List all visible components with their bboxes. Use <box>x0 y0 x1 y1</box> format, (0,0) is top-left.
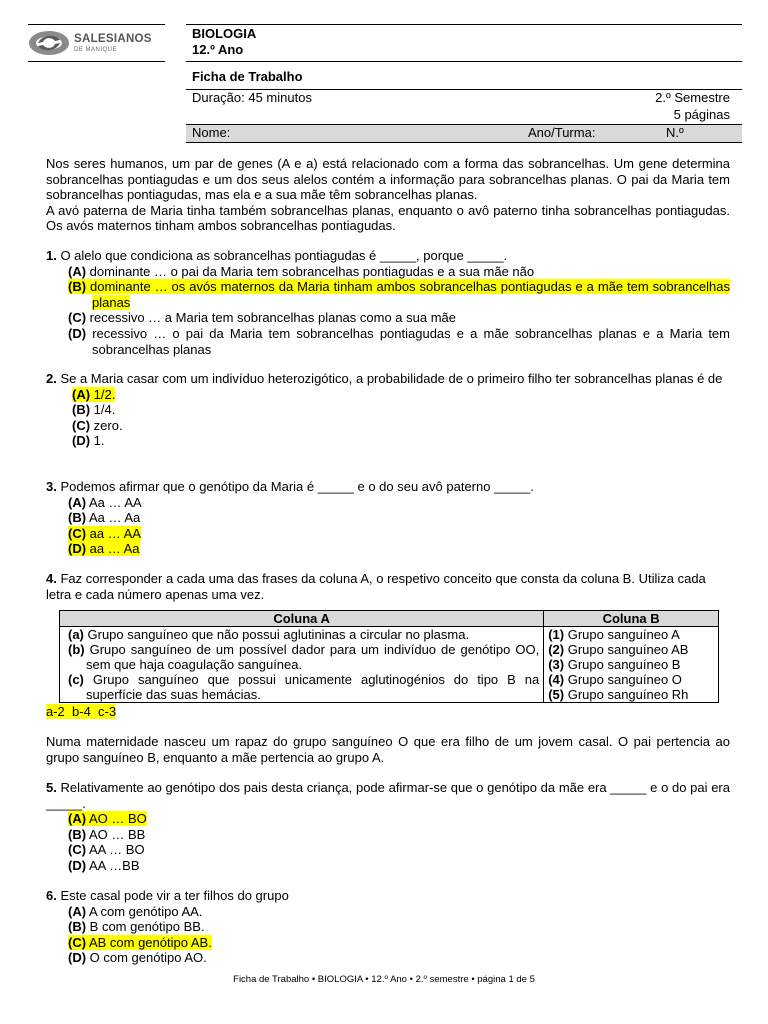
option-d[interactable]: (D) recessivo … o pai da Maria tem sobrancelhas pontiagudas e a mãe sobrancelhas planas e a Maria tem sobrancelhas planas <box>68 325 730 357</box>
question-number: 4. <box>46 571 57 586</box>
option-c[interactable]: (C) AB com genótipo AB. <box>68 934 212 950</box>
semester-text: 2.º Semestre <box>655 90 730 105</box>
option-a[interactable]: (A) AO … BO <box>68 811 147 827</box>
option-a[interactable]: (A) 1/2. <box>72 386 116 402</box>
name-label: Nome: <box>192 125 231 140</box>
sheet-title: Ficha de Trabalho <box>192 69 303 84</box>
duration-text: Duração: 45 minutos <box>192 90 312 105</box>
column-a-item: (c) Grupo sanguíneo que possui unicamente aglutinogénios do tipo B na superfície das suas hemácias. <box>68 672 540 702</box>
option-c[interactable]: (C) zero. <box>72 417 123 433</box>
question-text: Relativamente ao genótipo dos pais desta criança, pode afirmar-se que o genótipo da mãe era _____ e o do pai era _____. <box>46 780 730 811</box>
option-c[interactable]: (C) recessivo … a Maria tem sobrancelhas planas como a sua mãe <box>68 310 456 326</box>
intro-p2: A avó paterna de Maria tinha também sobrancelhas planas, enquanto o avô paterno tinha sobrancelhas pontiagudas. Os avós maternos tinham ambos sobrancelhas pontiagudas. <box>46 202 730 234</box>
column-b-header: Coluna B <box>544 611 719 627</box>
question-text: Este casal pode vir a ter filhos do grupo <box>56 888 289 903</box>
matching-table <box>59 610 719 703</box>
question-1 <box>46 248 730 357</box>
salesianos-logo-icon <box>28 28 70 58</box>
question-2 <box>46 371 730 449</box>
column-a-header: Coluna A <box>60 611 544 627</box>
matching-answer: a-2 b-4 c-3 <box>46 704 117 719</box>
question-number: 3. <box>46 479 57 494</box>
question-number: 5. <box>46 780 57 795</box>
option-c[interactable]: (C) aa … AA <box>68 525 141 541</box>
class-label: Ano/Turma: <box>528 125 596 140</box>
question-text: Faz corresponder a cada uma das frases da coluna A, o respetivo conceito que consta da coluna B. Utiliza cada letra e cada número apenas uma vez. <box>46 571 706 602</box>
option-d[interactable]: (D) 1. <box>72 433 105 449</box>
question-3 <box>46 479 730 557</box>
header-mid-rule <box>186 61 742 62</box>
question-4 <box>46 571 730 602</box>
question-text: O alelo que condiciona as sobrancelhas pontiagudas é _____, porque _____. <box>56 248 508 263</box>
duration-row <box>186 89 742 124</box>
column-b-item: (3) Grupo sanguíneo B <box>548 657 681 672</box>
school-logo <box>28 28 163 60</box>
logo-top-rule <box>28 24 165 25</box>
option-b[interactable]: (B) dominante … os avós maternos da Maria tinham ambos sobrancelhas pontiagudas e a mãe tem sobrancelhas planas <box>68 279 730 310</box>
number-label: N.º <box>666 125 684 140</box>
option-a[interactable]: (A) dominante … o pai da Maria tem sobrancelhas pontiagudas e a sua mãe não <box>68 263 535 279</box>
option-d[interactable]: (D) aa … Aa <box>68 541 140 557</box>
header-top-rule <box>186 24 742 25</box>
column-a-item: (b) Grupo sanguíneo de um possível dador para um indivíduo de genótipo OO, sem que haja coagulação sanguínea. <box>68 642 540 672</box>
question-6 <box>46 888 730 966</box>
option-b[interactable]: (B) AO … BB <box>68 826 146 842</box>
subject-heading <box>192 26 256 58</box>
question-number: 1. <box>46 248 57 263</box>
question-5 <box>46 780 730 874</box>
option-d[interactable]: (D) AA …BB <box>68 857 140 873</box>
question-text: Se a Maria casar com um indivíduo heterozigótico, a probabilidade de o primeiro filho ter sobrancelhas planas é de <box>56 371 723 386</box>
column-b-item: (5) Grupo sanguíneo Rh <box>548 687 689 702</box>
column-a-item: (a) Grupo sanguíneo que não possui aglutininas a circular no plasma. <box>68 627 470 642</box>
option-a[interactable]: (A) A com genótipo AA. <box>68 903 203 919</box>
question-number: 6. <box>46 888 57 903</box>
page-footer: Ficha de Trabalho • BIOLOGIA • 12.º Ano • 2.º semestre • página 1 de 5 <box>233 974 535 985</box>
school-year: 12.º Ano <box>192 42 244 57</box>
option-b[interactable]: (B) B com genótipo BB. <box>68 919 205 935</box>
context-paragraph: Numa maternidade nasceu um rapaz do grupo sanguíneo O que era filho de um jovem casal. O pai pertencia ao grupo sanguíneo B, enquanto a mãe pertencia ao grupo A. <box>46 734 730 765</box>
student-info-row <box>186 124 742 143</box>
option-b[interactable]: (B) Aa … Aa <box>68 510 141 526</box>
column-b-item: (2) Grupo sanguíneo AB <box>548 642 689 657</box>
intro-p1: Nos seres humanos, um par de genes (A e a) está relacionado com a forma das sobrancelhas. Um gene determina sobrancelhas pontiagudas e um dos seus alelos contém a informação para sobrancelhas planas. O pai da Maria tem sobrancelhas pontiagudas, mas ela e a sua mãe têm sobrancelhas planas. <box>46 156 730 203</box>
option-c[interactable]: (C) AA … BO <box>68 842 145 858</box>
option-d[interactable]: (D) O com genótipo AO. <box>68 950 207 966</box>
column-b-item: (1) Grupo sanguíneo A <box>548 627 680 642</box>
column-b-cell <box>544 627 719 703</box>
logo-name: SALESIANOS <box>74 33 152 45</box>
logo-subtitle: DE MANIQUE <box>74 47 118 53</box>
question-text: Podemos afirmar que o genótipo da Maria é _____ e o do seu avô paterno _____. <box>56 479 534 494</box>
option-a[interactable]: (A) Aa … AA <box>68 494 142 510</box>
option-b[interactable]: (B) 1/4. <box>72 402 116 418</box>
logo-bottom-rule <box>28 61 165 62</box>
subject-name: BIOLOGIA <box>192 26 257 41</box>
question-number: 2. <box>46 371 57 386</box>
column-b-item: (4) Grupo sanguíneo O <box>548 672 682 687</box>
pages-text: 5 páginas <box>673 107 730 122</box>
intro-paragraph <box>46 156 730 234</box>
column-a-cell <box>60 627 544 703</box>
